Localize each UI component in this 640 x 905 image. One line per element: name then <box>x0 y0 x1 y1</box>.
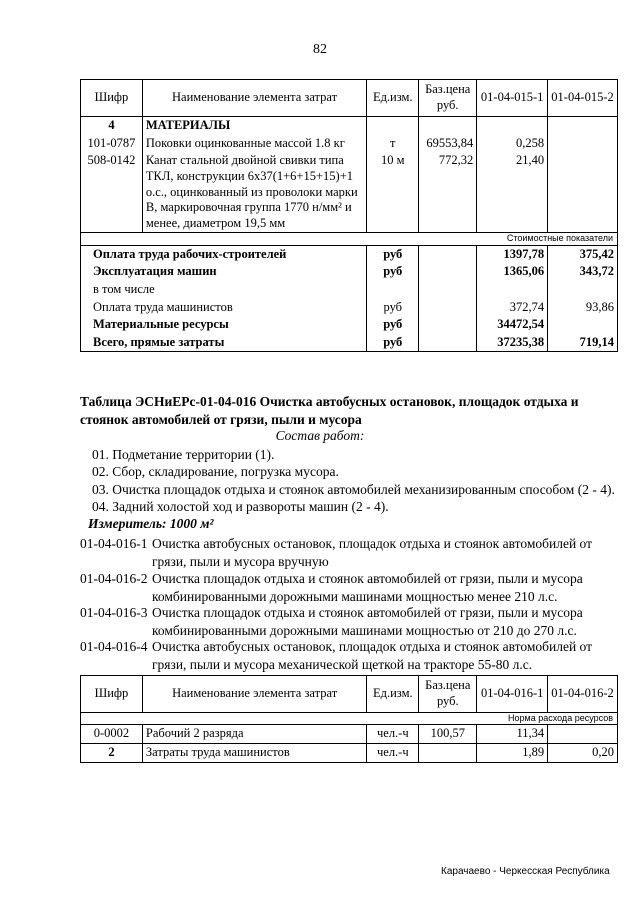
code-item-desc: Очистка площадок отдыха и стоянок автомобилей от грязи, пыли и мусора комбинированными дорожными машинами мощностью менее 210 л.с. <box>152 571 583 604</box>
cost-value-2 <box>548 316 618 334</box>
row-code: 101-0787 <box>81 135 143 153</box>
row-unit: чел.-ч <box>367 725 419 744</box>
row-value-2 <box>548 725 618 744</box>
code-item-code: 01-04-016-1 <box>80 536 148 551</box>
row-price <box>419 743 477 762</box>
table-header-row <box>81 80 618 117</box>
cost-caption: Стоимостные показатели <box>81 233 618 245</box>
cost-value-2: 93,86 <box>548 299 618 317</box>
work-item: 02. Сбор, складирование, погрузка мусора. <box>92 464 339 479</box>
cost-unit: руб <box>367 299 419 317</box>
code-item-code: 01-04-016-2 <box>80 571 148 586</box>
table-header-row <box>81 676 618 713</box>
code-item-code: 01-04-016-3 <box>80 605 148 620</box>
cost-unit: руб <box>367 316 419 334</box>
row-price: 69553,84 <box>419 135 477 153</box>
row-value-2 <box>548 152 618 233</box>
measure-unit: Измеритель: 1000 м² <box>88 516 214 531</box>
page-number: 82 <box>313 42 327 57</box>
code-item-code: 01-04-016-4 <box>80 639 148 654</box>
cost-unit: руб <box>367 263 419 281</box>
row-code: 508-0142 <box>81 152 143 233</box>
code-item-desc: Очистка площадок отдыха и стоянок автомобилей от грязи, пыли и мусора комбинированными дорожными машинами мощностью от 210 до 270 л.с. <box>152 605 583 638</box>
table-row <box>81 152 618 233</box>
row-value-1: 11,34 <box>477 725 548 744</box>
norm-caption-row <box>81 713 618 725</box>
row-name: Канат стальной двойной свивки типа ТКЛ, конструкции 6х37(1+6+15+15)+1 о.с., оцинкованный из проволоки марки В, маркировочная группа 1770 н/мм² и менее, диаметром 19,5 мм <box>142 152 366 233</box>
table-row <box>81 334 618 352</box>
row-price: 100,57 <box>419 725 477 744</box>
cost-value-1: 37235,38 <box>477 334 548 352</box>
row-value-1: 0,258 <box>477 135 548 153</box>
cost-name: Оплата труда машинистов <box>81 299 367 317</box>
cost-value-2: 375,42 <box>548 245 618 263</box>
row-value-2 <box>548 135 618 153</box>
row-code: 2 <box>81 743 143 762</box>
row-unit: чел.-ч <box>367 743 419 762</box>
cost-unit: руб <box>367 334 419 352</box>
table-row <box>81 743 618 762</box>
header-col1: 01-04-015-1 <box>477 80 548 117</box>
cost-name: Эксплуатация машин <box>81 263 367 281</box>
row-name: Поковки оцинкованные массой 1.8 кг <box>142 135 366 153</box>
table-row <box>81 316 618 334</box>
header-unit: Ед.изм. <box>367 676 419 713</box>
work-item: 01. Подметание территории (1). <box>92 447 275 462</box>
footer-region: Карачаево - Черкесская Республика <box>441 866 610 877</box>
cost-name: Оплата труда рабочих-строителей <box>81 245 367 263</box>
header-code: Шифр <box>81 80 143 117</box>
work-item: 03. Очистка площадок отдыха и стоянок автомобилей механизированным способом (2 - 4). <box>92 482 615 497</box>
cost-value-1 <box>477 281 548 299</box>
cost-value-2: 343,72 <box>548 263 618 281</box>
header-col2: 01-04-015-2 <box>548 80 618 117</box>
cost-value-2 <box>548 281 618 299</box>
header-price: Баз.цена руб. <box>419 80 477 117</box>
table-row <box>81 135 618 153</box>
header-col2: 01-04-016-2 <box>548 676 618 713</box>
table-row <box>81 299 618 317</box>
row-value-2: 0,20 <box>548 743 618 762</box>
work-composition-heading: Состав работ: <box>275 428 365 443</box>
section-title: Таблица ЭСНиЕРс-01-04-016 Очистка автобусных остановок, площадок отдыха и стоянок автомобилей от грязи, пыли и мусора <box>80 394 579 427</box>
cost-value-1: 34472,54 <box>477 316 548 334</box>
table-row <box>81 281 618 299</box>
row-code: 0-0002 <box>81 725 143 744</box>
table-row <box>81 245 618 263</box>
resources-table-015 <box>80 79 618 352</box>
row-name: Затраты труда машинистов <box>142 743 366 762</box>
cost-value-1: 1365,06 <box>477 263 548 281</box>
table-row <box>81 117 618 135</box>
header-name: Наименование элемента затрат <box>142 676 366 713</box>
row-value-1: 1,89 <box>477 743 548 762</box>
norm-caption: Норма расхода ресурсов <box>81 713 618 725</box>
cost-unit: руб <box>367 245 419 263</box>
header-code: Шифр <box>81 676 143 713</box>
row-value-1: 21,40 <box>477 152 548 233</box>
cost-value-2: 719,14 <box>548 334 618 352</box>
code-item-desc: Очистка автобусных остановок, площадок отдыха и стоянок автомобилей от грязи, пыли и мусора вручную <box>152 536 593 569</box>
table-row <box>81 263 618 281</box>
table-row <box>81 725 618 744</box>
row-price: 772,32 <box>419 152 477 233</box>
header-name: Наименование элемента затрат <box>142 80 366 117</box>
code-item-desc: Очистка автобусных остановок, площадок отдыха и стоянок автомобилей от грязи, пыли и мусора механической щеткой на тракторе 55-80 л.с. <box>152 639 593 672</box>
cost-name: Материальные ресурсы <box>81 316 367 334</box>
cost-unit <box>367 281 419 299</box>
row-unit: 10 м <box>367 152 419 233</box>
resources-table-016 <box>80 675 618 763</box>
row-name: Рабочий 2 разряда <box>142 725 366 744</box>
cost-name: Всего, прямые затраты <box>81 334 367 352</box>
cost-caption-row <box>81 233 618 245</box>
section-code: 4 <box>81 117 143 135</box>
header-col1: 01-04-016-1 <box>477 676 548 713</box>
cost-name: в том числе <box>81 281 367 299</box>
row-unit: т <box>367 135 419 153</box>
work-item: 04. Задний холостой ход и развороты машин (2 - 4). <box>92 499 389 514</box>
cost-value-1: 372,74 <box>477 299 548 317</box>
header-unit: Ед.изм. <box>367 80 419 117</box>
header-price: Баз.цена руб. <box>419 676 477 713</box>
cost-value-1: 1397,78 <box>477 245 548 263</box>
section-name: МАТЕРИАЛЫ <box>142 117 366 135</box>
